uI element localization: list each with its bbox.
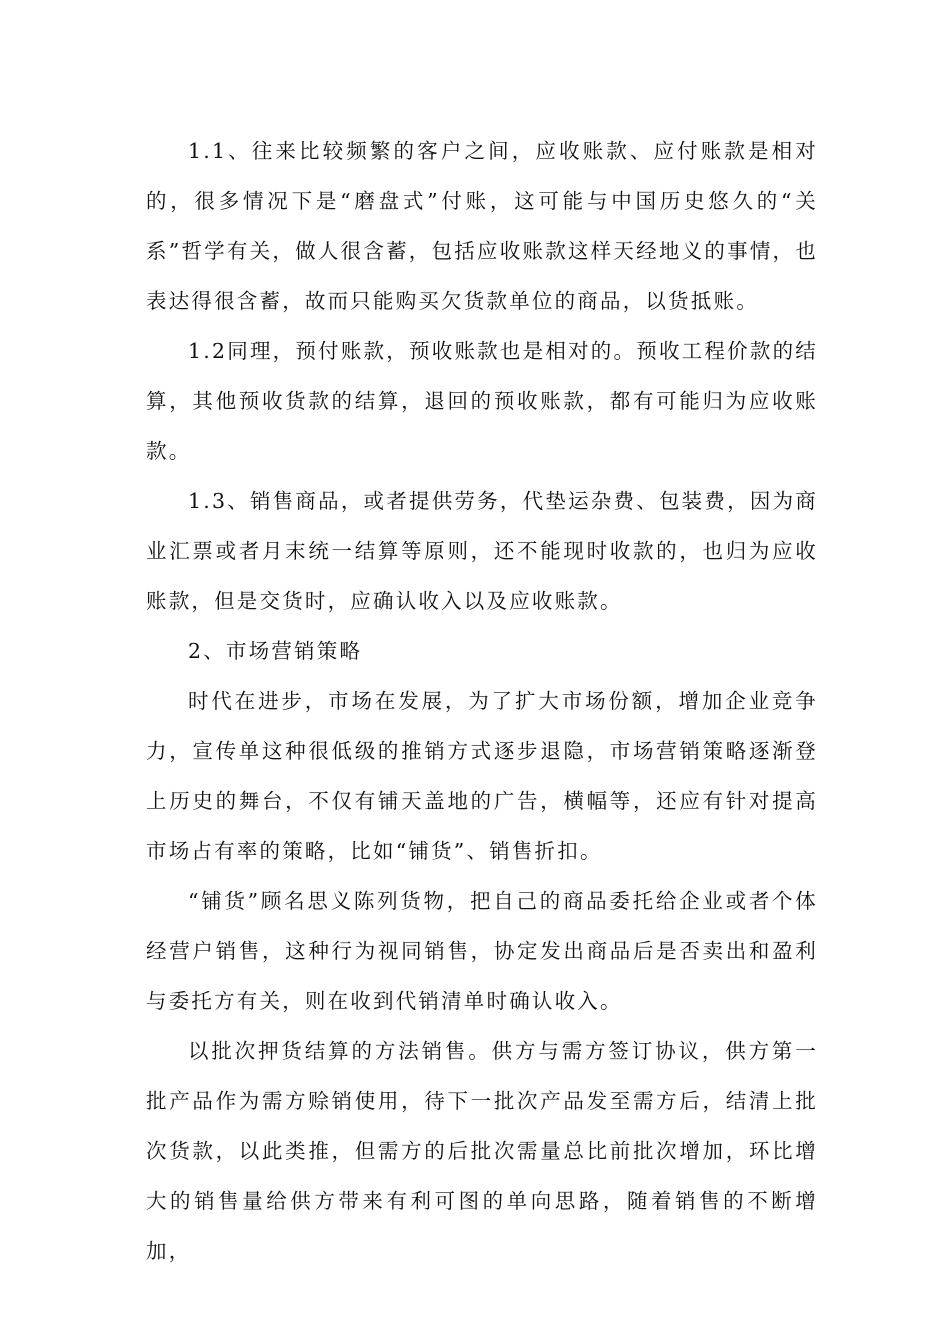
paragraph-batch-settlement: 以批次押货结算的方法销售。供方与需方签订协议，供方第一批产品作为需方赊销使用，待下一批次产品发至需方后，结清上批次货款，以此类推，但需方的后批次需量总比前批次增加，环比增大的销售量给供方带来有利可图的单向思路，随着销售的不断增加， xyxy=(146,1039,818,1263)
section-heading-2: 2、市场营销策略 xyxy=(188,639,363,663)
paragraph-1-1: 1.1、往来比较频繁的客户之间，应收账款、应付账款是相对的，很多情况下是“磨盘式”付账，这可能与中国历史悠久的“关系”哲学有关，做人很含蓄，包括应收账款这样天经地义的事情，也表达得很含蓄，故而只能购买欠货款单位的商品，以货抵账。 xyxy=(146,139,818,313)
paragraph-1-3: 1.3、销售商品，或者提供劳务，代垫运杂费、包装费，因为商业汇票或者月末统一结算等原则，还不能现时收款的，也归为应收账款，但是交货时，应确认收入以及应收账款。 xyxy=(146,489,818,613)
document-body xyxy=(146,126,818,1276)
paragraph-consignment: “铺货”顾名思义陈列货物，把自己的商品委托给企业或者个体经营户销售，这种行为视同销售，协定发出商品后是否卖出和盈利与委托方有关，则在收到代销清单时确认收入。 xyxy=(146,889,818,1013)
paragraph-marketing: 时代在进步，市场在发展，为了扩大市场份额，增加企业竞争力，宣传单这种很低级的推销方式逐步退隐，市场营销策略逐渐登上历史的舞台，不仅有铺天盖地的广告，横幅等，还应有针对提高市场占有率的策略，比如“铺货”、销售折扣。 xyxy=(146,689,818,863)
paragraph-1-2: 1.2同理，预付账款，预收账款也是相对的。预收工程价款的结算，其他预收货款的结算，退回的预收账款，都有可能归为应收账款。 xyxy=(146,339,818,463)
